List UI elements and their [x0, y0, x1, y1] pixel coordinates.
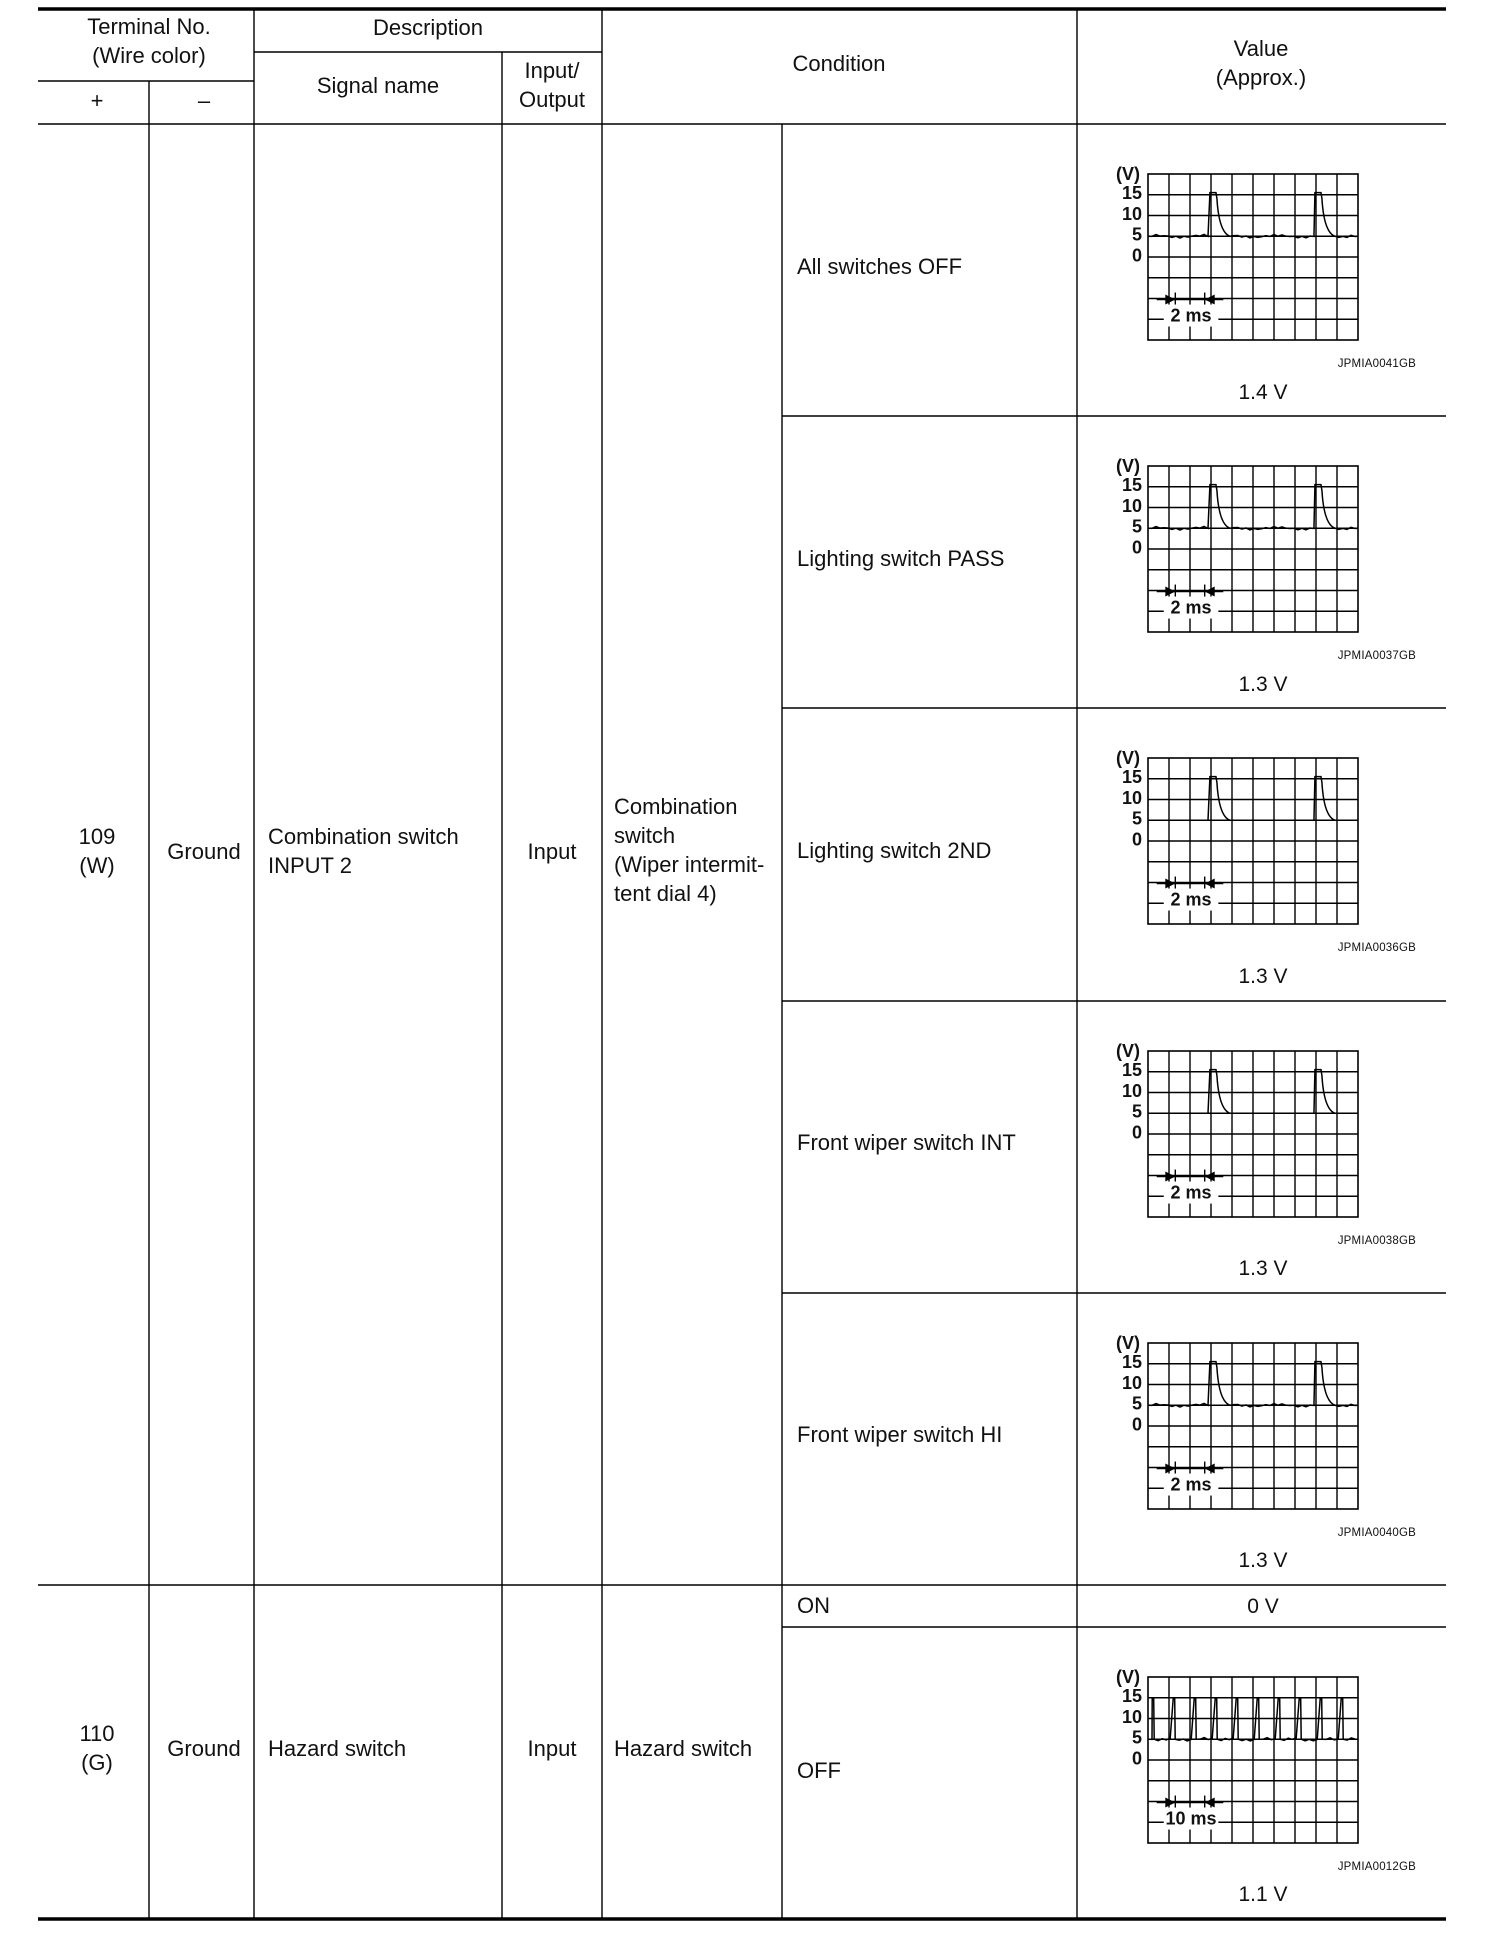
- terminal-number: 110: [79, 1721, 115, 1746]
- value-reading: 1.1 V: [1238, 1883, 1288, 1906]
- header-condition: Condition: [792, 51, 886, 76]
- ground-terminal: Ground: [167, 839, 241, 864]
- figure-code: JPMIA0040GB: [1337, 1527, 1416, 1539]
- header-io-line2: Output: [518, 87, 586, 112]
- time-division-label: 2 ms: [1170, 305, 1212, 326]
- oscilloscope-waveform: [1116, 1041, 1416, 1247]
- ground-terminal: Ground: [167, 1736, 241, 1761]
- value-reading: 1.3 V: [1238, 1549, 1288, 1572]
- scope-tick-label: 10: [1121, 1080, 1142, 1101]
- figure-code: JPMIA0038GB: [1337, 1235, 1416, 1247]
- time-division-label: 10 ms: [1165, 1808, 1217, 1829]
- scope-tick-label: 5: [1131, 224, 1142, 245]
- scope-unit-label: (V): [1116, 456, 1140, 476]
- value-reading: 1.3 V: [1238, 1257, 1288, 1280]
- io-type: Input: [527, 839, 577, 864]
- subcondition-label: Front wiper switch HI: [797, 1422, 1003, 1447]
- scope-tick-label: 5: [1131, 1393, 1142, 1414]
- scope-tick-label: 15: [1121, 1686, 1142, 1706]
- signal-name: Combination switch: [268, 824, 459, 849]
- scope-tick-label: 0: [1131, 1414, 1142, 1435]
- time-division-label: 2 ms: [1170, 1474, 1212, 1495]
- header-plus: +: [90, 88, 104, 113]
- value-reading: 1.3 V: [1238, 673, 1288, 696]
- scope-tick-label: 15: [1121, 1060, 1142, 1080]
- scope-tick-label: 15: [1121, 767, 1142, 787]
- scope-tick-label: 15: [1121, 475, 1142, 495]
- scope-tick-label: 5: [1131, 1727, 1142, 1748]
- header-terminal-no: Terminal No.: [87, 14, 211, 39]
- table-grid: [38, 9, 1446, 1919]
- subcondition-label: Lighting switch PASS: [797, 546, 1005, 571]
- table-header: [87, 14, 1306, 113]
- header-value-line2: (Approx.): [1215, 65, 1307, 90]
- table-row: [79, 254, 1288, 1572]
- scope-tick-label: 15: [1121, 1352, 1142, 1372]
- time-division-label: 2 ms: [1170, 597, 1212, 618]
- scope-unit-label: (V): [1116, 1041, 1140, 1061]
- subcondition-label: OFF: [797, 1758, 841, 1783]
- figure-code: JPMIA0012GB: [1337, 1861, 1416, 1873]
- header-minus: –: [197, 88, 211, 113]
- scope-tick-label: 5: [1131, 516, 1142, 537]
- oscilloscope-waveform: [1116, 164, 1416, 370]
- condition-main-line4: tent dial 4): [614, 881, 717, 906]
- scope-tick-label: 10: [1121, 203, 1142, 224]
- time-division-label: 2 ms: [1170, 1182, 1212, 1203]
- subcondition-label: Lighting switch 2ND: [797, 838, 992, 863]
- wire-color: (G): [81, 1750, 113, 1775]
- scope-tick-label: 0: [1131, 537, 1142, 558]
- scope-tick-label: 10: [1121, 1372, 1142, 1393]
- scope-tick-label: 10: [1121, 1706, 1142, 1727]
- oscilloscope-waveform: [1116, 748, 1416, 954]
- header-wire-color: (Wire color): [92, 43, 206, 68]
- oscilloscope-waveform: [1116, 1333, 1416, 1539]
- figure-code: JPMIA0037GB: [1337, 650, 1416, 662]
- oscilloscope-waveform: [1116, 456, 1416, 662]
- header-signal-name: Signal name: [316, 73, 440, 98]
- table-row: [79, 1593, 1287, 1906]
- scope-unit-label: (V): [1116, 164, 1140, 184]
- header-io-line1: Input/: [524, 58, 580, 83]
- value-reading: 1.4 V: [1238, 381, 1288, 404]
- value-reading: 0 V: [1247, 1595, 1279, 1618]
- scope-tick-label: 10: [1121, 787, 1142, 808]
- condition-main-line3: (Wiper intermit-: [614, 852, 765, 877]
- figure-code: JPMIA0036GB: [1337, 942, 1416, 954]
- condition-main-line2: switch: [614, 823, 676, 848]
- header-value-line1: Value: [1233, 36, 1289, 61]
- scope-tick-label: 15: [1121, 183, 1142, 203]
- figure-code: JPMIA0041GB: [1337, 358, 1416, 370]
- scope-tick-label: 0: [1131, 829, 1142, 850]
- value-reading: 1.3 V: [1238, 965, 1288, 988]
- terminal-number: 109: [78, 824, 116, 849]
- scope-tick-label: 0: [1131, 245, 1142, 266]
- wire-color: (W): [79, 853, 115, 878]
- signal-name-line2: INPUT 2: [268, 853, 352, 878]
- signal-name: Hazard switch: [268, 1736, 407, 1761]
- time-division-label: 2 ms: [1170, 889, 1212, 910]
- subcondition-label: All switches OFF: [797, 254, 963, 279]
- scope-tick-label: 5: [1131, 1101, 1142, 1122]
- scope-unit-label: (V): [1116, 1333, 1140, 1353]
- subcondition-label: Front wiper switch INT: [797, 1130, 1016, 1155]
- scope-unit-label: (V): [1116, 748, 1140, 768]
- oscilloscope-waveform: [1116, 1667, 1416, 1873]
- condition-main-line1: Combination: [614, 794, 738, 819]
- scope-tick-label: 0: [1131, 1748, 1142, 1769]
- subcondition-label: ON: [797, 1593, 830, 1618]
- io-type: Input: [527, 1736, 577, 1761]
- header-description: Description: [372, 15, 484, 40]
- scope-unit-label: (V): [1116, 1667, 1140, 1687]
- scope-tick-label: 0: [1131, 1122, 1142, 1143]
- scope-tick-label: 10: [1121, 495, 1142, 516]
- scope-tick-label: 5: [1131, 808, 1142, 829]
- condition-main-line1: Hazard switch: [614, 1736, 753, 1761]
